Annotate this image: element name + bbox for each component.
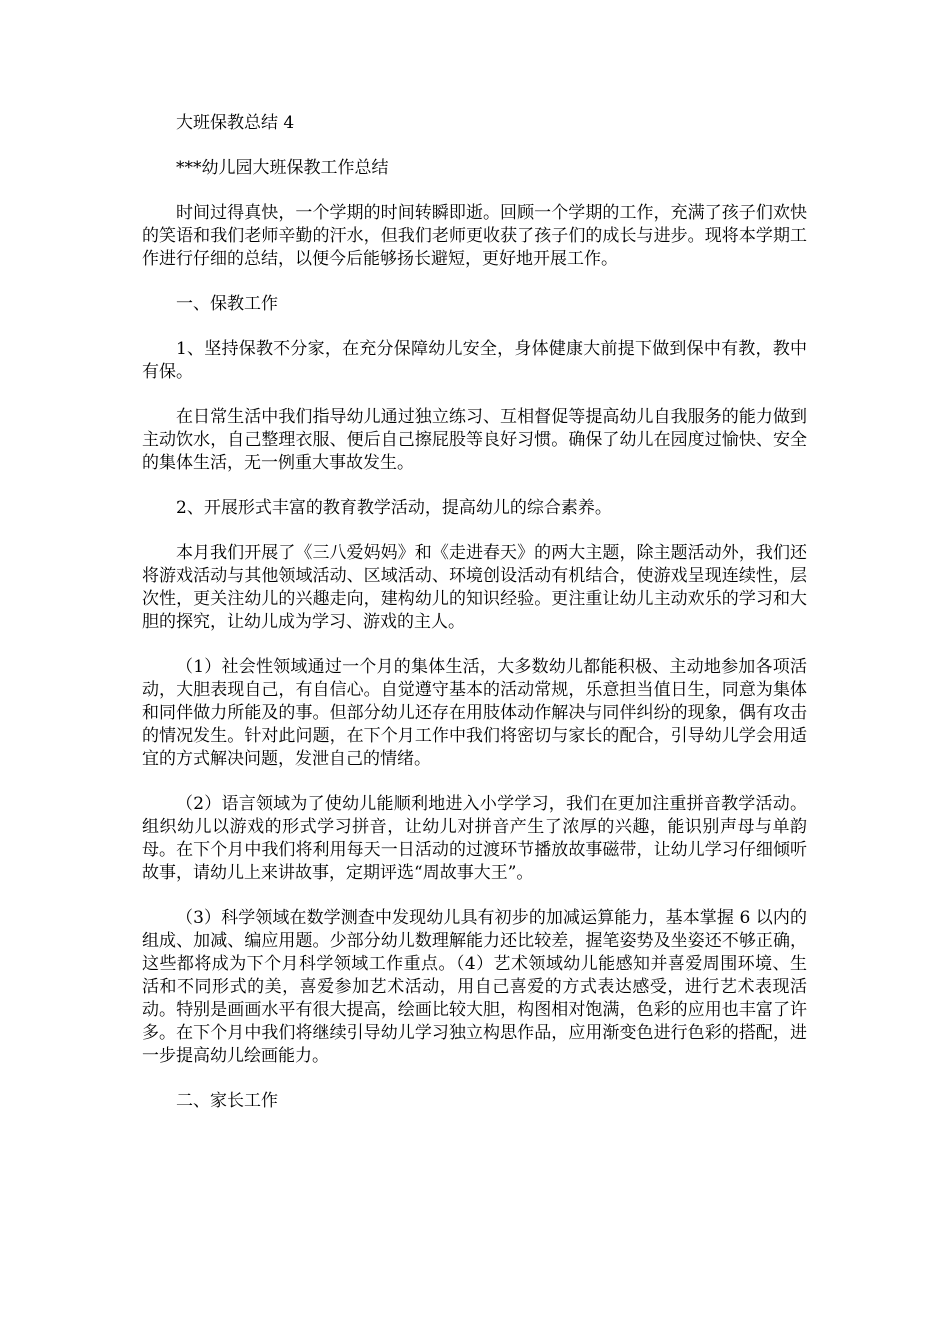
item-2-paragraph: 2、开展形式丰富的教育教学活动，提高幼儿的综合素养。 bbox=[176, 498, 612, 518]
section-heading-care-education: 一、保教工作 bbox=[176, 294, 278, 314]
section-heading-parent-work: 二、家长工作 bbox=[176, 1091, 278, 1111]
item-1-body-paragraph: 在日常生活中我们指导幼儿通过独立练习、互相督促等提高幼儿自我服务的能力做到主动饮水，自己整理衣服、便后自己擦屁股等良好习惯。确保了幼儿在园度过愉快、安全的集体生活，无一例重大事故发生。 bbox=[142, 407, 807, 473]
document-subtitle: ***幼儿园大班保教工作总结 bbox=[176, 158, 389, 178]
language-domain-paragraph: （2）语言领域为了使幼儿能顺利地进入小学学习，我们在更加注重拼音教学活动。组织幼儿以游戏的形式学习拼音，让幼儿对拼音产生了浓厚的兴趣，能识别声母与单韵母。在下个月中我们将利用每天一日活动的过渡环节播放故事磁带，让幼儿学习仔细倾听故事，请幼儿上来讲故事，定期评选“周故事大王”。 bbox=[142, 794, 807, 883]
item-2-body-paragraph: 本月我们开展了《三八爱妈妈》和《走进春天》的两大主题，除主题活动外，我们还将游戏活动与其他领域活动、区域活动、环境创设活动有机结合，使游戏呈现连续性，层次性，更关注幼儿的兴趣走向，建构幼儿的知识经验。更注重让幼儿主动欢乐的学习和大胆的探究，让幼儿成为学习、游戏的主人。 bbox=[142, 543, 807, 632]
item-1-paragraph: 1、坚持保教不分家，在充分保障幼儿安全，身体健康大前提下做到保中有教，教中有保。 bbox=[142, 339, 807, 382]
intro-paragraph: 时间过得真快，一个学期的时间转瞬即逝。回顾一个学期的工作，充满了孩子们欢快的笑语和我们老师辛勤的汗水，但我们老师更收获了孩子们的成长与进步。现将本学期工作进行仔细的总结，以便今后能够扬长避短，更好地开展工作。 bbox=[142, 203, 807, 269]
science-art-domain-paragraph: （3）科学领域在数学测查中发现幼儿具有初步的加减运算能力，基本掌握 6 以内的组成、加减、编应用题。少部分幼儿数理解能力还比较差，握笔姿势及坐姿还不够正确，这些都将成为下个月科学领域工作重点。（4）艺术领域幼儿能感知并喜爱周围环境、生活和不同形式的美，喜爱参加艺术活动，用自己喜爱的方式表达感受，进行艺术表现活动。特别是画画水平有很大提高，绘画比较大胆，构图相对饱满，色彩的应用也丰富了许多。在下个月中我们将继续引导幼儿学习独立构思作品，应用渐变色进行色彩的搭配，进一步提高幼儿绘画能力。 bbox=[142, 908, 807, 1066]
document-title: 大班保教总结 4 bbox=[176, 113, 295, 133]
document-page bbox=[142, 112, 807, 1135]
social-domain-paragraph: （1）社会性领域通过一个月的集体生活，大多数幼儿都能积极、主动地参加各项活动，大胆表现自己，有自信心。自觉遵守基本的活动常规，乐意担当值日生，同意为集体和同伴做力所能及的事。但部分幼儿还存在用肢体动作解决与同伴纠纷的现象，偶有攻击的情况发生。针对此问题，在下个月工作中我们将密切与家长的配合，引导幼儿学会用适宜的方式解决问题，发泄自己的情绪。 bbox=[142, 657, 807, 769]
